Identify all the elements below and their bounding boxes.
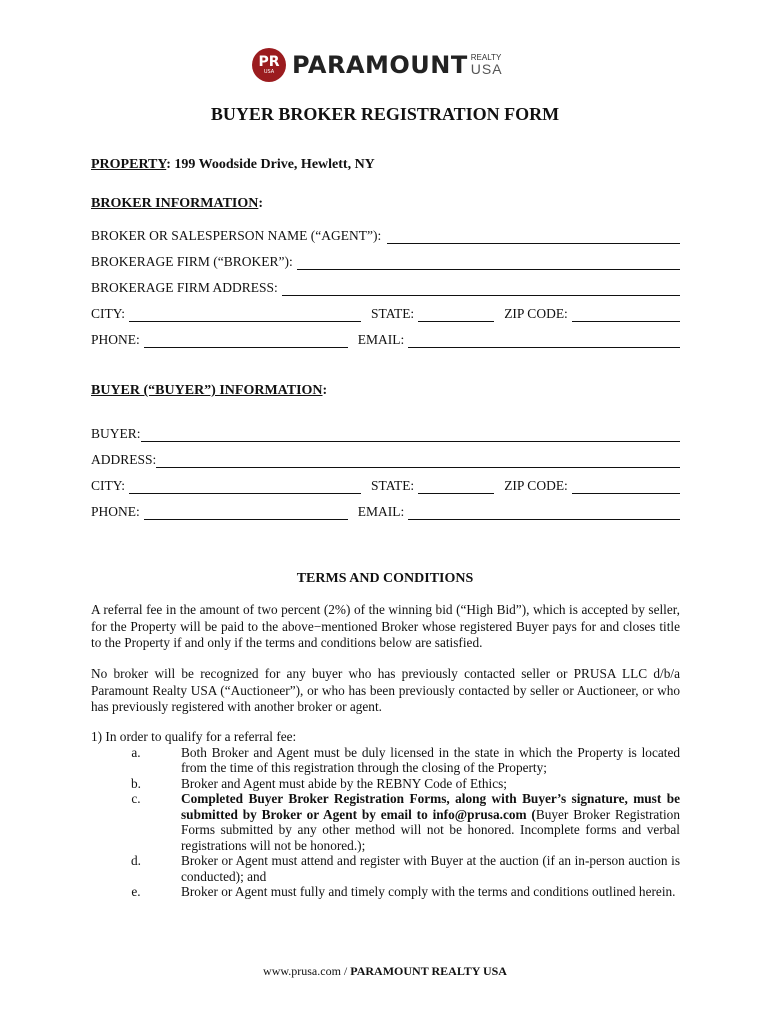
company-logo [252,46,503,84]
buyer-city-label: CITY: [91,478,126,493]
broker-state-label: STATE: [371,306,415,321]
terms-paragraph-2: No broker will be recognized for any buyer who has previously contacted seller or PRUSA LLC d/b/a Paramount Realty USA (“Auctioneer”), or who has been previously contacted by seller or Auctioneer, or who has previously registered with another broker or agent. [91,666,680,714]
broker-heading-colon: : [258,196,264,211]
buyer-name-label: BUYER: [91,426,141,441]
broker-email-label: EMAIL: [357,332,405,347]
property-value: : 199 Woodside Drive, Hewlett, NY [166,157,375,172]
property-label: PROPERTY [91,157,167,172]
broker-agent-name-row [91,226,680,244]
list-item-letter: e. [131,884,141,899]
list-item-letter: b. [131,775,141,791]
logo-badge [252,48,286,82]
buyer-zip-label: ZIP CODE: [504,478,568,493]
buyer-phone-email-row [91,502,680,520]
footer-brand: PARAMOUNT REALTY USA [350,964,507,978]
list-item [91,884,680,900]
broker-zip-field[interactable] [572,308,680,322]
page-footer [0,964,770,979]
qualification-list [91,729,680,900]
buyer-zip-field[interactable] [572,480,680,494]
buyer-city-field[interactable] [129,480,361,494]
broker-city-field[interactable] [129,308,361,322]
agent-name-field[interactable] [387,230,680,244]
logo-subtext [471,54,503,76]
buyer-email-field[interactable] [408,506,680,520]
footer-website: www.prusa.com / [263,964,351,978]
buyer-state-field[interactable] [418,480,494,494]
buyer-section-heading [91,383,327,399]
logo-usa: USA [470,61,503,77]
broker-email-field[interactable] [408,334,680,348]
broker-phone-label: PHONE: [91,332,140,347]
buyer-heading-text: BUYER (“BUYER”) INFORMATION [91,383,323,398]
broker-heading-text: BROKER INFORMATION [91,196,259,211]
list-item [91,776,680,792]
logo-monogram: PR [258,54,280,70]
form-title: BUYER BROKER REGISTRATION FORM [210,104,560,124]
list-item-letter: a. [131,744,141,760]
brokerage-address-label: BROKERAGE FIRM ADDRESS: [91,280,278,295]
buyer-city-state-zip-row [91,476,680,494]
list-intro: 1) In order to qualify for a referral fee: [91,729,297,744]
list-item-text: Broker and Agent must abide by the REBNY Code of Ethics; [181,775,507,791]
brokerage-address-row [91,278,680,296]
broker-zip-label: ZIP CODE: [504,306,568,321]
logo-name: PARAMOUNT [292,51,468,79]
list-item [91,745,680,776]
brokerage-firm-label: BROKERAGE FIRM (“BROKER”): [91,254,293,269]
list-item [91,853,680,884]
terms-heading: TERMS AND CONDITIONS [296,571,474,586]
list-item [91,791,680,853]
list-item-letter: d. [131,853,141,868]
buyer-name-field[interactable] [141,428,680,442]
logo-realty: REALTY [470,53,502,62]
buyer-heading-colon: : [322,383,328,398]
buyer-state-label: STATE: [371,478,415,493]
broker-phone-email-row [91,330,680,348]
terms-paragraph-1: A referral fee in the amount of two percent (2%) of the winning bid (“High Bid”), which is accepted by seller, for the Property will be paid to the above−mentioned Broker whose registered Buyer pays for and closes title to the Property if and only if the terms and conditions below are satisfied. [91,602,680,650]
broker-section-heading [91,196,263,212]
list-item-text: Broker or Agent must attend and register with Buyer at the auction (if an in-person auction is conducted); and [181,853,680,884]
buyer-email-label: EMAIL: [357,504,405,519]
buyer-address-field[interactable] [156,454,680,468]
buyer-address-row [91,450,680,468]
buyer-phone-field[interactable] [144,506,348,520]
property-line [91,157,375,173]
brokerage-firm-row [91,252,680,270]
broker-city-label: CITY: [91,306,126,321]
list-item-text [181,791,680,853]
broker-city-state-zip-row [91,304,680,322]
list-item-bold-text: Completed Buyer Broker Registration Forms, along with Buyer’s signature, must be submitted by Broker or Agent by email to info@prusa.com ( [181,791,680,822]
brokerage-firm-field[interactable] [297,256,680,270]
list-item-text: Both Broker and Agent must be duly licensed in the state in which the Property is located from the time of this registration through the closing of the Property; [181,744,680,775]
list-item-letter: c. [131,791,141,806]
buyer-name-row [91,424,680,442]
list-item-regular-text: Buyer Broker Registration Forms submitted by any other method will not be honored. Incomplete forms and verbal registrations will not be honored.); [181,806,680,853]
broker-phone-field[interactable] [144,334,348,348]
brokerage-address-field[interactable] [282,282,680,296]
broker-state-field[interactable] [418,308,494,322]
list-item-text: Broker or Agent must fully and timely comply with the terms and conditions outlined herein. [181,884,676,899]
logo-badge-usa: USA [263,69,275,75]
buyer-address-label: ADDRESS: [91,452,157,467]
agent-name-label: BROKER OR SALESPERSON NAME (“AGENT”): [91,228,382,243]
buyer-phone-label: PHONE: [91,504,140,519]
